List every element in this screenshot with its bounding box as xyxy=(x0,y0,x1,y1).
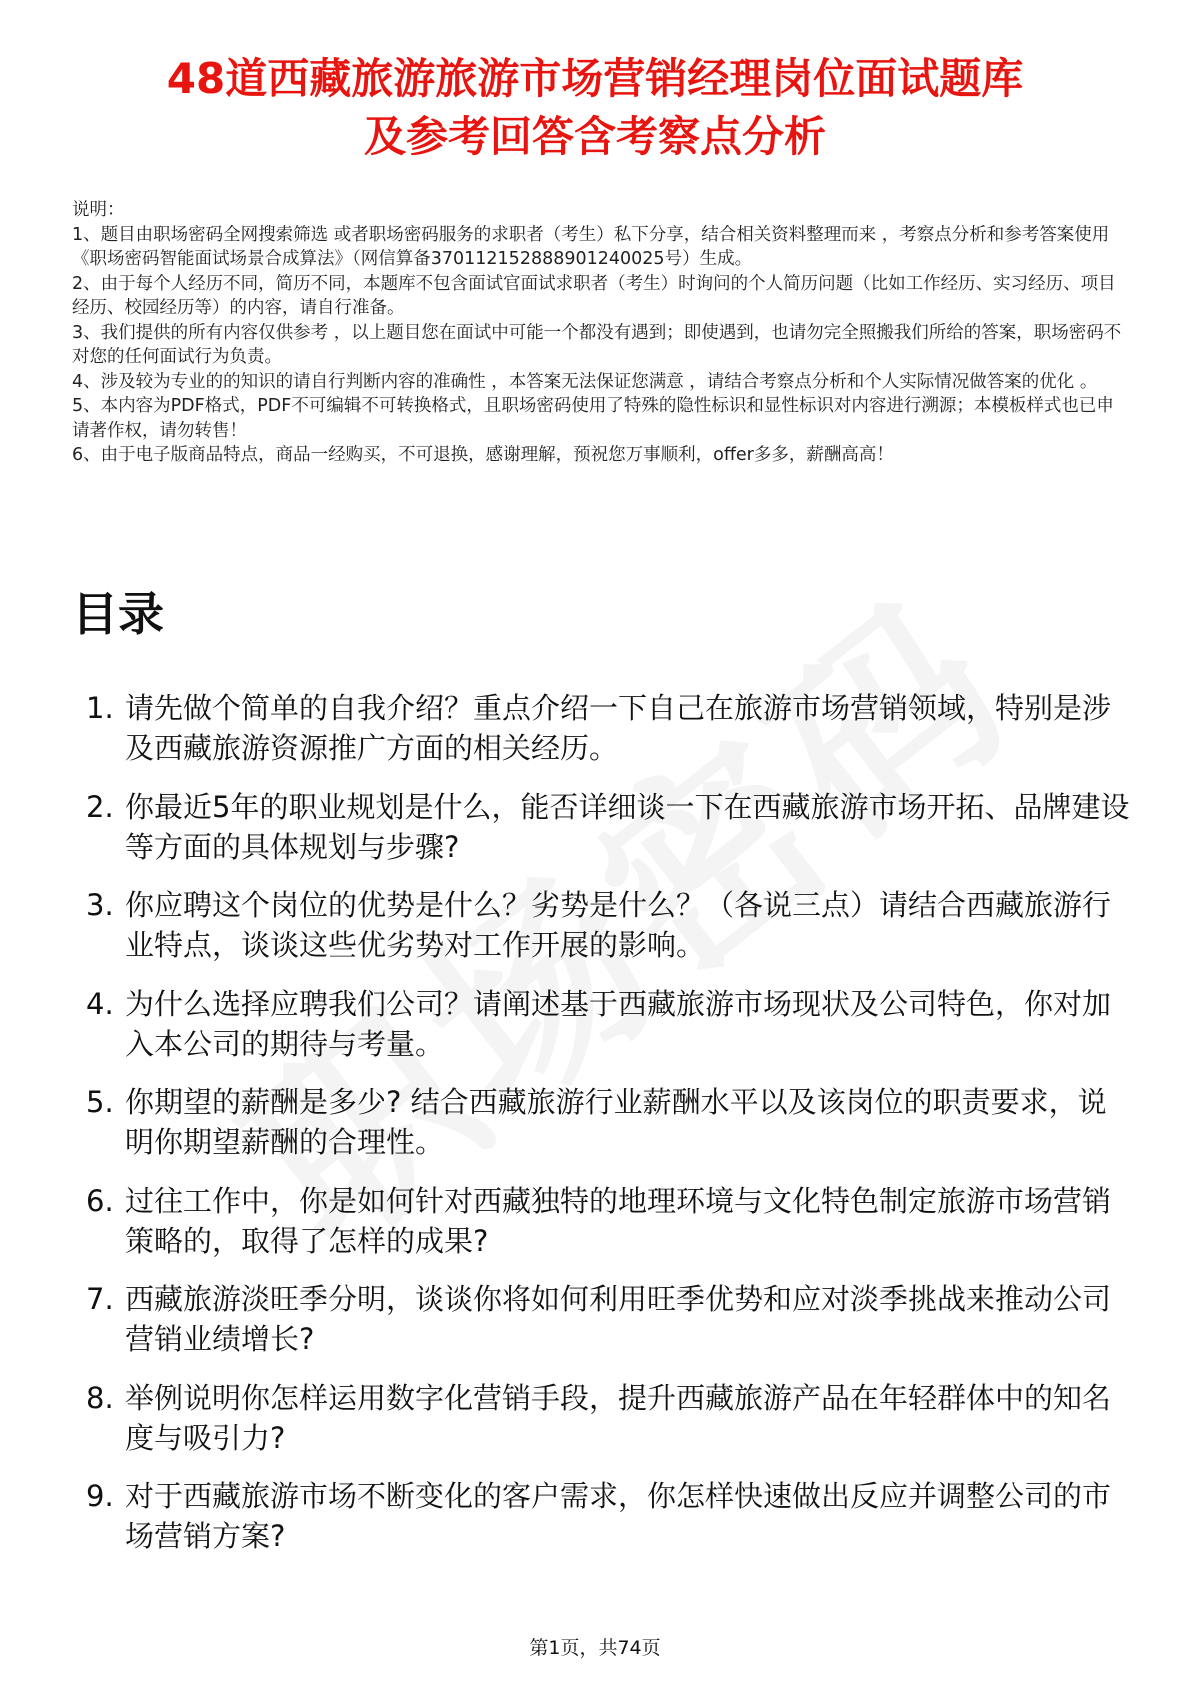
question-item[interactable] xyxy=(72,885,1132,965)
document-title xyxy=(60,50,1130,166)
question-number: 4. xyxy=(86,986,114,1021)
question-number: 5. xyxy=(86,1085,114,1119)
question-item[interactable] xyxy=(72,1378,1132,1458)
question-text: 举例说明你怎样运用数字化营销手段，提升西藏旅游产品在年轻群体中的知名度与吸引力? xyxy=(125,1380,1112,1455)
note-item-1: 1、题目由职场密码全网搜索筛选 或者职场密码服务的求职者（考生）私下分享，结合相关资料整理而来 ，考察点分析和参考答案使用《职场密码智能面试场景合成算法》（网信算备370112152888901240025号）生成。 xyxy=(72,224,1110,269)
question-text: 你期望的薪酬是多少? 结合西藏旅游行业薪酬水平以及该岗位的职责要求，说明你期望薪酬的合理性。 xyxy=(125,1085,1107,1159)
note-item-4: 4、涉及较为专业的的知识的请自行判断内容的准确性 ，本答案无法保证您满意 ，请结合考察点分析和个人实际情况做答案的优化 。 xyxy=(72,371,1098,392)
notes-heading: 说明： xyxy=(72,200,125,220)
toc-heading: 目录 xyxy=(72,587,164,641)
question-text: 过往工作中，你是如何针对西藏独特的地理环境与文化特色制定旅游市场营销策略的，取得了怎样的成果? xyxy=(125,1183,1112,1258)
question-item[interactable] xyxy=(72,1181,1132,1261)
question-list xyxy=(72,688,1132,1575)
question-number: 1. xyxy=(86,691,114,725)
question-number: 3. xyxy=(86,888,114,922)
question-item[interactable] xyxy=(72,1082,1132,1162)
question-item[interactable] xyxy=(72,688,1132,768)
question-text: 为什么选择应聘我们公司？请阐述基于西藏旅游市场现状及公司特色，你对加入本公司的期待与考量。 xyxy=(125,986,1112,1061)
question-text: 你应聘这个岗位的优势是什么？劣势是什么？（各说三点）请结合西藏旅游行业特点，谈谈这些优劣势对工作开展的影响。 xyxy=(125,888,1112,962)
title-line-2: 及参考回答含考察点分析 xyxy=(363,112,826,161)
title-line-1: 48道西藏旅游旅游市场营销经理岗位面试题库 xyxy=(166,54,1024,103)
notes-section xyxy=(72,198,1122,468)
question-text: 对于西藏旅游市场不断变化的客户需求，你怎样快速做出反应并调整公司的市场营销方案? xyxy=(125,1479,1112,1553)
question-number: 7. xyxy=(86,1282,114,1316)
question-item[interactable] xyxy=(72,787,1132,867)
question-number: 9. xyxy=(86,1479,114,1513)
note-item-2: 2、由于每个人经历不同，简历不同，本题库不包含面试官面试求职者（考生）时询问的个人简历问题（比如工作经历、实习经历、项目经历、校园经历等）的内容，请自行准备。 xyxy=(72,273,1116,318)
question-text: 你最近5年的职业规划是什么，能否详细谈一下在西藏旅游市场开拓、品牌建设等方面的具体规划与步骤? xyxy=(125,789,1130,864)
note-item-5: 5、本内容为PDF格式，PDF不可编辑不可转换格式，且职场密码使用了特殊的隐性标识和显性标识对内容进行溯源；本模板样式也已申请著作权，请勿转售！ xyxy=(72,396,1114,441)
question-item[interactable] xyxy=(72,1476,1132,1556)
question-item[interactable] xyxy=(72,1279,1132,1359)
question-number: 8. xyxy=(86,1380,114,1415)
question-item[interactable] xyxy=(72,984,1132,1064)
question-number: 2. xyxy=(86,789,114,824)
note-item-3: 3、我们提供的所有内容仅供参考 ，以上题目您在面试中可能一个都没有遇到；即使遇到，也请勿完全照搬我们所给的答案，职场密码不对您的任何面试行为负责。 xyxy=(72,322,1122,367)
page-footer: 第1页，共74页 xyxy=(529,1637,661,1659)
question-text: 请先做个简单的自我介绍？重点介绍一下自己在旅游市场营销领域，特别是涉及西藏旅游资源推广方面的相关经历。 xyxy=(125,691,1112,765)
note-item-6: 6、由于电子版商品特点，商品一经购买，不可退换，感谢理解，预祝您万事顺利，offer多多，薪酬高高！ xyxy=(72,445,894,465)
question-number: 6. xyxy=(86,1183,114,1218)
question-text: 西藏旅游淡旺季分明，谈谈你将如何利用旺季优势和应对淡季挑战来推动公司营销业绩增长? xyxy=(125,1282,1112,1356)
